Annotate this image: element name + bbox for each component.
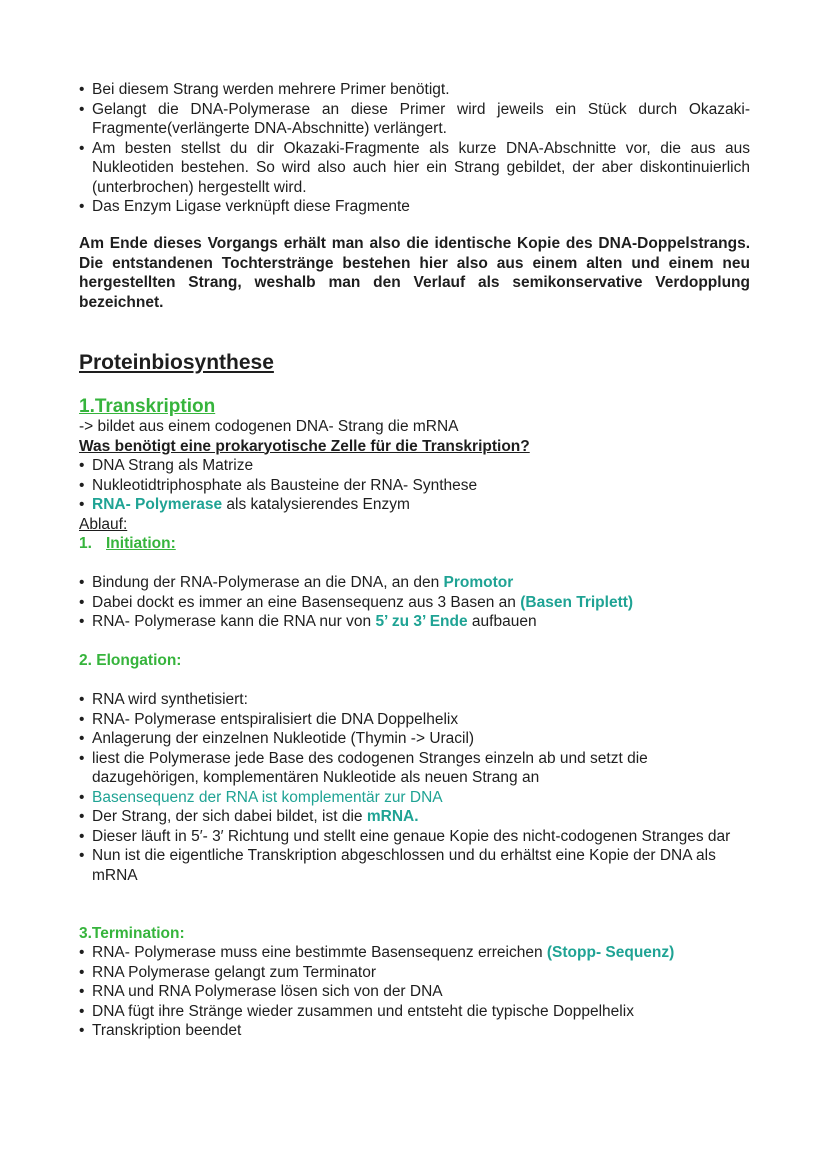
list-item-text: Am besten stellst du dir Okazaki-Fragmente als kurze DNA-Abschnitte vor, die aus aus Nukleotiden bestehen. So wird also auch hier ein Strang gebildet, der aber diskontinuierlich (unterbrochen) hergestellt wird.: [92, 139, 750, 196]
list-item-text: liest die Polymerase jede Base des codogenen Stranges einzeln ab und setzt die dazugehörigen, komplementären Nukleotide als neuen Strang an: [92, 749, 648, 786]
list-item-text: Dabei dockt es immer an eine Basensequenz aus 3 Basen an: [92, 593, 521, 611]
list-item-text: RNA- Polymerase entspiralisiert die DNA Doppelhelix: [92, 710, 459, 728]
page-title: Proteinbiosynthese: [79, 351, 274, 374]
ablauf-label: Ablauf:: [79, 515, 128, 533]
list-item-text: Nun ist die eigentliche Transkription abgeschlossen und du erhältst eine Kopie der DNA als mRNA: [92, 847, 716, 884]
initiation-number: 1.: [79, 535, 92, 552]
replication-bullets: [79, 80, 750, 217]
list-item: [79, 729, 750, 749]
list-item: [79, 710, 750, 730]
list-item: [79, 573, 750, 593]
list-item: [79, 1002, 750, 1022]
list-item-text: als katalysierendes Enzym: [222, 496, 410, 513]
termination-heading: 3.Termination:: [79, 925, 185, 942]
highlighted-text: (Basen Triplett): [520, 593, 634, 611]
list-item: [79, 139, 750, 198]
list-item-text: Dieser läuft in 5′- 3′ Richtung und stellt eine genaue Kopie des nicht-codogenen Stranges dar: [92, 827, 731, 845]
list-item: [79, 197, 750, 217]
summary-paragraph: Am Ende dieses Vorgangs erhält man also die identische Kopie des DNA-Doppelstrangs. Die entstandenen Tochterstränge bestehen hier also aus einem alten und einem neu hergestellten Strang, weshalb man den Verlauf als semikonservative Verdopplung bezeichnet.: [79, 235, 750, 311]
list-item-text: RNA Polymerase gelangt zum Terminator: [92, 963, 377, 981]
list-item-text: DNA Strang als Matrize: [92, 457, 254, 474]
highlighted-text: (Stopp- Sequenz): [546, 944, 675, 961]
list-item: [79, 495, 750, 515]
list-item: [79, 593, 750, 613]
list-item: [79, 100, 750, 139]
list-item-text: RNA wird synthetisiert:: [92, 691, 248, 708]
list-item: [79, 846, 750, 885]
list-item-text: Transkription beendet: [92, 1022, 242, 1039]
list-item-text: RNA- Polymerase muss eine bestimmte Basensequenz erreichen: [92, 944, 547, 961]
list-item-text: Das Enzym Ligase verknüpft diese Fragmente: [92, 198, 410, 215]
list-item: [79, 1021, 750, 1041]
elongation-heading: 2. Elongation:: [79, 652, 182, 669]
section-heading-transkription: 1.Transkription: [79, 396, 216, 417]
list-item-text: Gelangt die DNA-Polymerase an diese Primer wird jeweils ein Stück durch Okazaki-Fragmente(verlängerte DNA-Abschnitte) verlängert.: [92, 100, 750, 137]
termination-list: [79, 943, 750, 1041]
list-item-text: Bindung der RNA-Polymerase an die DNA, an den: [92, 574, 444, 591]
list-item-text: RNA und RNA Polymerase lösen sich von der DNA: [92, 983, 443, 1000]
list-item-text: Anlagerung der einzelnen Nukleotide (Thymin -> Uracil): [92, 730, 475, 747]
transkription-intro: -> bildet aus einem codogenen DNA- Strang die mRNA: [79, 418, 459, 435]
highlighted-text: 5’ zu 3’ Ende: [375, 613, 468, 630]
question-heading: Was benötigt eine prokaryotische Zelle für die Transkription?: [79, 437, 530, 455]
initiation-heading: [79, 534, 750, 554]
list-item: [79, 963, 750, 983]
highlighted-text: RNA- Polymerase: [92, 496, 223, 513]
initiation-list: [79, 573, 750, 632]
highlighted-text: mRNA.: [366, 808, 419, 825]
list-item: [79, 476, 750, 496]
list-item-text: Der Strang, der sich dabei bildet, ist die: [92, 808, 367, 825]
list-item: [79, 982, 750, 1002]
requirements-list: [79, 456, 750, 515]
list-item: [79, 456, 750, 476]
list-item: [79, 690, 750, 710]
list-item-text: DNA fügt ihre Stränge wieder zusammen und entsteht die typische Doppelhelix: [92, 1002, 634, 1020]
list-item: [79, 827, 750, 847]
highlighted-text: Promotor: [443, 574, 514, 591]
list-item-text: RNA- Polymerase kann die RNA nur von: [92, 613, 376, 630]
list-item: [79, 807, 750, 827]
list-item-text: Nukleotidtriphosphate als Bausteine der RNA- Synthese: [92, 476, 478, 494]
list-item: [79, 749, 750, 788]
list-item-text: aufbauen: [467, 613, 537, 630]
list-item: [79, 788, 750, 808]
list-item-text: Bei diesem Strang werden mehrere Primer benötigt.: [92, 81, 450, 98]
elongation-list: [79, 690, 750, 885]
initiation-label: Initiation:: [106, 535, 176, 552]
highlighted-text: Basensequenz der RNA ist komplementär zur DNA: [92, 788, 443, 806]
list-item: [79, 612, 750, 632]
list-item: [79, 943, 750, 963]
list-item: [79, 80, 750, 100]
